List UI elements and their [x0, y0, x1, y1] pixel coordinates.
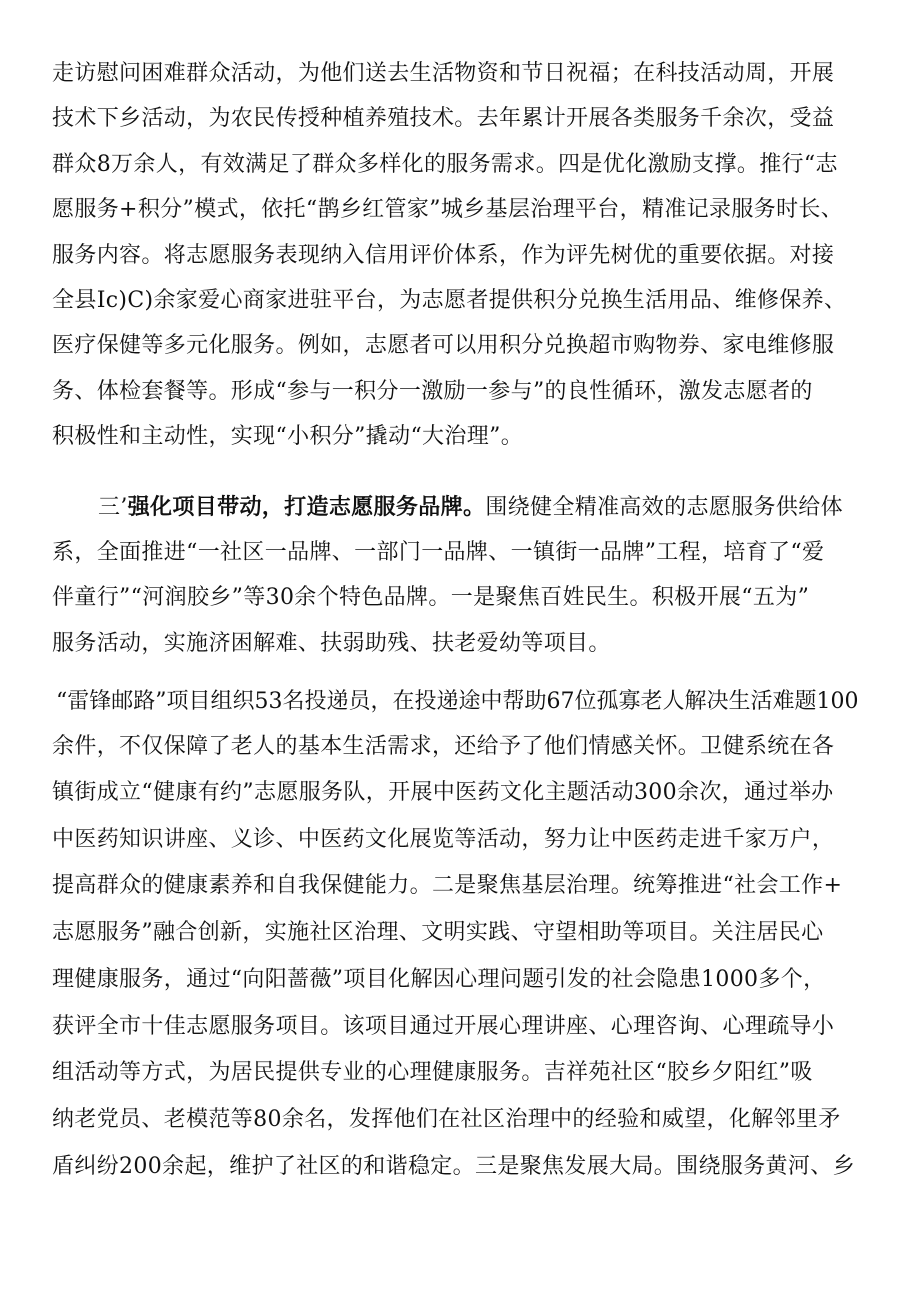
text-line: 走访慰问困难群众活动，为他们送去生活物资和节日祝福；在科技活动周，开展 — [52, 61, 835, 86]
section-number: 三’ — [98, 495, 128, 520]
text-line: 志愿服务”融合创新，实施社区治理、文明实践、守望相助等项目。关注居民心 — [52, 920, 824, 945]
text-line: 纳老党员、老模范等80余名，发挥他们在社区治理中的经验和威望，化解邻里矛 — [52, 1107, 841, 1132]
text-line: 全县Ic)C)余家爱心商家进驻平台，为志愿者提供积分兑换生活用品、维修保养、 — [52, 288, 847, 313]
text-line: 积极性和主动性，实现“小积分”撬动“大治理”。 — [52, 424, 524, 449]
text-line: 中医药知识讲座、义诊、中医药文化展览等活动，努力让中医药走进千家万户， — [52, 827, 835, 852]
text-line: 获评全市十佳志愿服务项目。该项目通过开展心理讲座、心理咨询、心理疏导小 — [52, 1014, 835, 1039]
text-line: 余件，不仅保障了老人的基本生活需求，还给予了他们情感关怀。卫健系统在各 — [52, 734, 835, 759]
section-heading: 强化项目带动，打造志愿服务品牌。 — [127, 494, 486, 520]
text-line: 务、体检套餐等。形成“参与一积分一激励一参与”的良性循环，激发志愿者的 — [52, 379, 813, 404]
text-line: 理健康服务，通过“向阳蔷薇”项目化解因心理问题引发的社会隐患1000多个， — [52, 967, 826, 992]
text-line: 提高群众的健康素养和自我保健能力。二是聚焦基层治理。统筹推进“社会工作+ — [52, 873, 843, 898]
text-line: 群众8万余人，有效满足了群众多样化的服务需求。四是优化激励支撑。推行“志 — [52, 152, 838, 177]
text-line: 组活动等方式，为居民提供专业的心理健康服务。吉祥苑社区“胶乡夕阳红”吸 — [52, 1060, 813, 1085]
text-line: “雷锋邮路”项目组织53名投递员，在投递途中帮助67位孤寡老人解决生活难题100 — [56, 689, 859, 714]
section-heading-line — [98, 485, 843, 529]
text-line: 技术下乡活动，为农民传授种植养殖技术。去年累计开展各类服务千余次，受益 — [52, 106, 835, 131]
text-line: 盾纠纷200余起，维护了社区的和谐稳定。三是聚焦发展大局。围绕服务黄河、乡 — [52, 1154, 855, 1179]
text-line: 医疗保健等多元化服务。例如，志愿者可以用积分兑换超市购物券、家电维修服 — [52, 333, 835, 358]
text-line: 系，全面推进“一社区一品牌、一部门一品牌、一镇街一品牌”工程，培育了“爱 — [52, 540, 825, 565]
text-line: 镇街成立“健康有约”志愿服务队，开展中医药文化主题活动300余次，通过举办 — [52, 780, 834, 805]
text-line: 愿服务+积分”模式，依托“鹊乡红管家”城乡基层治理平台，精准记录服务时长、 — [52, 197, 844, 222]
text-line: 伴童行”“河润胶乡”等30余个特色品牌。一是聚焦百姓民生。积极开展“五为” — [52, 585, 810, 610]
text-line: 服务内容。将志愿服务表现纳入信用评价体系，作为评先树优的重要依据。对接 — [52, 243, 835, 268]
section-text: 围绕健全精准高效的志愿服务供给体 — [485, 495, 843, 520]
text-line: 服务活动，实施济困解难、扶弱助残、扶老爱幼等项目。 — [52, 631, 611, 656]
